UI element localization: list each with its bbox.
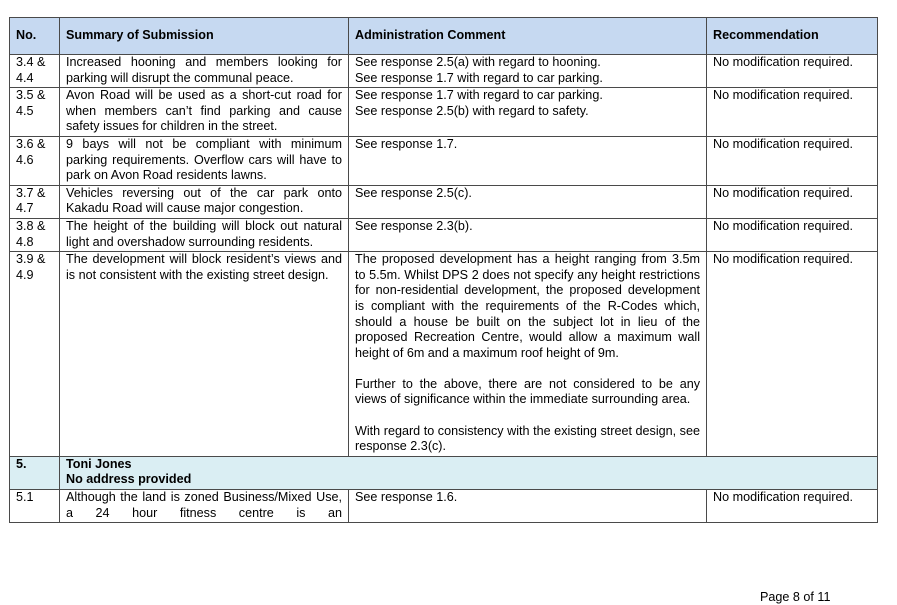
- submissions-table: [9, 17, 878, 523]
- row-summary: Although the land is zoned Business/Mixed Use, a 24 hour fitness centre is an: [60, 490, 349, 523]
- row-number: 3.7 & 4.7: [10, 185, 60, 218]
- row-summary: The development will block resident’s views and is not consistent with the existing street design.: [60, 252, 349, 457]
- row-recommendation: No modification required.: [707, 218, 878, 251]
- row-comment: [349, 185, 707, 218]
- row-number: 3.5 & 4.5: [10, 88, 60, 137]
- row-recommendation: No modification required.: [707, 490, 878, 523]
- comment-paragraph: The proposed development has a height ranging from 3.5m to 5.5m. Whilst DPS 2 does not specify any height restrictions for non-residential development, the proposed development is compliant with the requirements of the R-Codes which, should a house be built on the subject lot in lieu of the proposed Recreation Centre, would allow a maximum wall height of 6m and a maximum roof height of 9m.: [355, 252, 700, 360]
- table-row: [10, 490, 878, 523]
- row-summary: Increased hooning and members looking for parking will disrupt the communal peace.: [60, 55, 349, 88]
- comment-line: See response 1.7 with regard to car parking.: [355, 88, 603, 103]
- paragraph-spacer: [355, 361, 700, 377]
- row-summary: The height of the building will block out natural light and overshadow surrounding residents.: [60, 218, 349, 251]
- header-no: No.: [10, 18, 60, 55]
- comment-line: See response 1.7 with regard to car parking.: [355, 70, 603, 85]
- header-summary: Summary of Submission: [60, 18, 349, 55]
- submitter-name: Toni Jones: [66, 456, 132, 471]
- row-number: 3.9 & 4.9: [10, 252, 60, 457]
- table-row: [10, 252, 878, 457]
- table-row: [10, 218, 878, 251]
- row-recommendation: No modification required.: [707, 252, 878, 457]
- row-recommendation: No modification required.: [707, 185, 878, 218]
- paragraph-spacer: [355, 408, 700, 424]
- header-comment: Administration Comment: [349, 18, 707, 55]
- row-summary: Avon Road will be used as a short-cut road for when members can’t find parking and cause safety issues for children in the street.: [60, 88, 349, 137]
- comment-paragraph: Further to the above, there are not considered to be any views of significance within the immediate surrounding area.: [355, 376, 700, 407]
- row-recommendation: No modification required.: [707, 136, 878, 185]
- comment-paragraph: With regard to consistency with the existing street design, see response 2.3(c).: [355, 423, 700, 454]
- row-number: 3.8 & 4.8: [10, 218, 60, 251]
- submitter-info: [60, 456, 878, 489]
- row-comment: [349, 55, 707, 88]
- header-recommendation: Recommendation: [707, 18, 878, 55]
- page-number: Page 8 of 11: [760, 590, 831, 604]
- table-header-row: [10, 18, 878, 55]
- submitter-group-row: [10, 456, 878, 489]
- comment-line: See response 2.3(b).: [355, 218, 473, 233]
- table-row: [10, 88, 878, 137]
- row-comment: [349, 218, 707, 251]
- comment-line: See response 1.7.: [355, 136, 458, 151]
- comment-line: See response 2.5(b) with regard to safety.: [355, 103, 589, 118]
- comment-line: See response 2.5(a) with regard to hooning.: [355, 55, 601, 69]
- row-comment: See response 1.6.: [349, 490, 707, 523]
- row-recommendation: No modification required.: [707, 55, 878, 88]
- row-number: 3.6 & 4.6: [10, 136, 60, 185]
- row-comment: [349, 252, 707, 457]
- row-summary: Vehicles reversing out of the car park onto Kakadu Road will cause major congestion.: [60, 185, 349, 218]
- row-comment: [349, 88, 707, 137]
- row-comment: [349, 136, 707, 185]
- comment-line: See response 2.5(c).: [355, 185, 472, 200]
- submitter-address: No address provided: [66, 472, 192, 487]
- row-number: 5.1: [10, 490, 60, 523]
- table-row: [10, 185, 878, 218]
- row-summary: 9 bays will not be compliant with minimum parking requirements. Overflow cars will have to park on Avon Road residents lawns.: [60, 136, 349, 185]
- table-row: [10, 55, 878, 88]
- table-row: [10, 136, 878, 185]
- group-number: 5.: [10, 456, 60, 489]
- row-number: 3.4 & 4.4: [10, 55, 60, 88]
- row-recommendation: No modification required.: [707, 88, 878, 137]
